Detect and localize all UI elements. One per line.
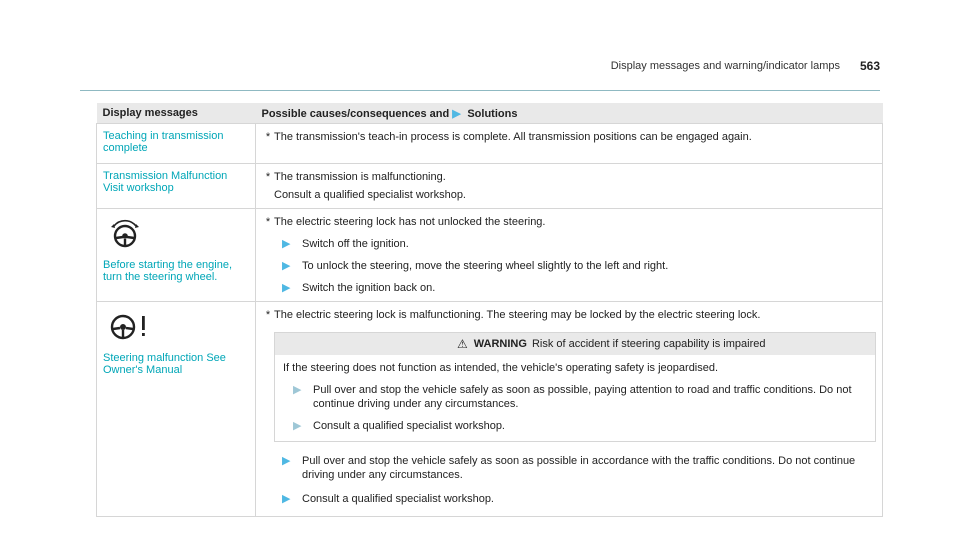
col-header-solutions-label: Solutions bbox=[467, 107, 518, 120]
warning-step bbox=[293, 419, 867, 433]
step-arrow-icon: ▶ bbox=[293, 384, 302, 396]
solution-step bbox=[282, 454, 876, 482]
cause-line bbox=[262, 130, 876, 144]
display-messages-table bbox=[96, 103, 883, 517]
warning-label: WARNING bbox=[473, 338, 527, 350]
cause-text: The electric steering lock is malfunctioning. The steering may be locked by the electric steering lock. bbox=[274, 309, 761, 321]
bullet-marker: * bbox=[265, 171, 271, 183]
display-message-cell bbox=[97, 302, 256, 517]
table-row bbox=[97, 209, 883, 302]
page-number: 563 bbox=[859, 59, 880, 73]
steering-wheel-lock-icon bbox=[107, 219, 143, 249]
warning-header bbox=[275, 333, 875, 355]
col-header-causes bbox=[256, 103, 883, 124]
display-message-text: Before starting the engine, turn the steering wheel. bbox=[103, 259, 233, 283]
cause-text: The electric steering lock has not unlocked the steering. bbox=[274, 216, 546, 228]
page-header bbox=[80, 60, 880, 84]
table-row bbox=[97, 164, 883, 209]
cause-text: The transmission is malfunctioning. bbox=[274, 171, 446, 183]
step-arrow-icon: ▶ bbox=[282, 455, 291, 467]
solution-step-text: Consult a qualified specialist workshop. bbox=[302, 493, 494, 505]
solution-step bbox=[282, 237, 876, 251]
col-header-display-messages: Display messages bbox=[97, 103, 256, 124]
cause-cell bbox=[256, 124, 883, 164]
step-arrow-icon: ▶ bbox=[282, 238, 291, 250]
cause-line bbox=[262, 308, 876, 322]
cause-text-2: Consult a qualified specialist workshop. bbox=[274, 189, 466, 201]
step-arrow-icon: ▶ bbox=[282, 260, 291, 272]
warning-step-text: Pull over and stop the vehicle safely as soon as possible, paying attention to road and traffic conditions. Do not continue driving under any circumstances. bbox=[313, 384, 852, 410]
warning-step-text: Consult a qualified specialist workshop. bbox=[313, 420, 505, 432]
solution-step-text: Switch off the ignition. bbox=[302, 238, 409, 250]
warning-step bbox=[293, 383, 867, 411]
col-header-causes-label: Possible causes/consequences and bbox=[261, 107, 450, 120]
step-arrow-icon: ▶ bbox=[293, 420, 302, 432]
solution-step bbox=[282, 259, 876, 273]
solution-step bbox=[282, 281, 876, 295]
display-message-text: Teaching in transmission complete bbox=[103, 130, 224, 154]
step-arrow-icon: ▶ bbox=[282, 282, 291, 294]
bullet-marker: * bbox=[265, 131, 271, 143]
display-message-text: Transmission Malfunction Visit workshop bbox=[103, 170, 228, 194]
cause-cell bbox=[256, 164, 883, 209]
cause-line bbox=[262, 170, 876, 184]
solutions-arrow-icon: ▶ bbox=[452, 107, 461, 120]
table-header-row bbox=[97, 103, 883, 124]
solution-step-text: To unlock the steering, move the steering wheel slightly to the left and right. bbox=[302, 260, 669, 272]
table-row bbox=[97, 302, 883, 517]
cause-cell bbox=[256, 209, 883, 302]
display-message-cell bbox=[97, 124, 256, 164]
solution-step-text: Pull over and stop the vehicle safely as soon as possible in accordance with the traffic conditions. Do not continue driving under any circumstances. bbox=[302, 455, 856, 481]
table-row bbox=[97, 124, 883, 164]
solution-step-text: Switch the ignition back on. bbox=[302, 282, 436, 294]
warning-body bbox=[275, 355, 875, 441]
warning-box bbox=[274, 332, 876, 442]
display-message-text: Steering malfunction See Owner's Manual bbox=[103, 352, 226, 376]
cause-line bbox=[262, 215, 876, 229]
bullet-marker: * bbox=[265, 216, 271, 228]
display-message-cell bbox=[97, 164, 256, 209]
header-title: Display messages and warning/indicator lamps bbox=[610, 60, 840, 72]
step-arrow-icon: ▶ bbox=[282, 493, 291, 505]
bullet-marker: * bbox=[265, 309, 271, 321]
warning-text: If the steering does not function as intended, the vehicle's operating safety is jeopardised. bbox=[283, 362, 719, 374]
display-message-cell bbox=[97, 209, 256, 302]
cause-cell bbox=[256, 302, 883, 517]
steering-wheel-malfunction-icon bbox=[107, 312, 151, 342]
cause-text: The transmission's teach-in process is complete. All transmission positions can be engaged again. bbox=[274, 131, 752, 143]
solution-step bbox=[282, 492, 876, 506]
warning-triangle-icon: ⚠ bbox=[457, 337, 468, 351]
header-rule bbox=[80, 90, 880, 91]
warning-title: Risk of accident if steering capability is impaired bbox=[531, 338, 766, 350]
